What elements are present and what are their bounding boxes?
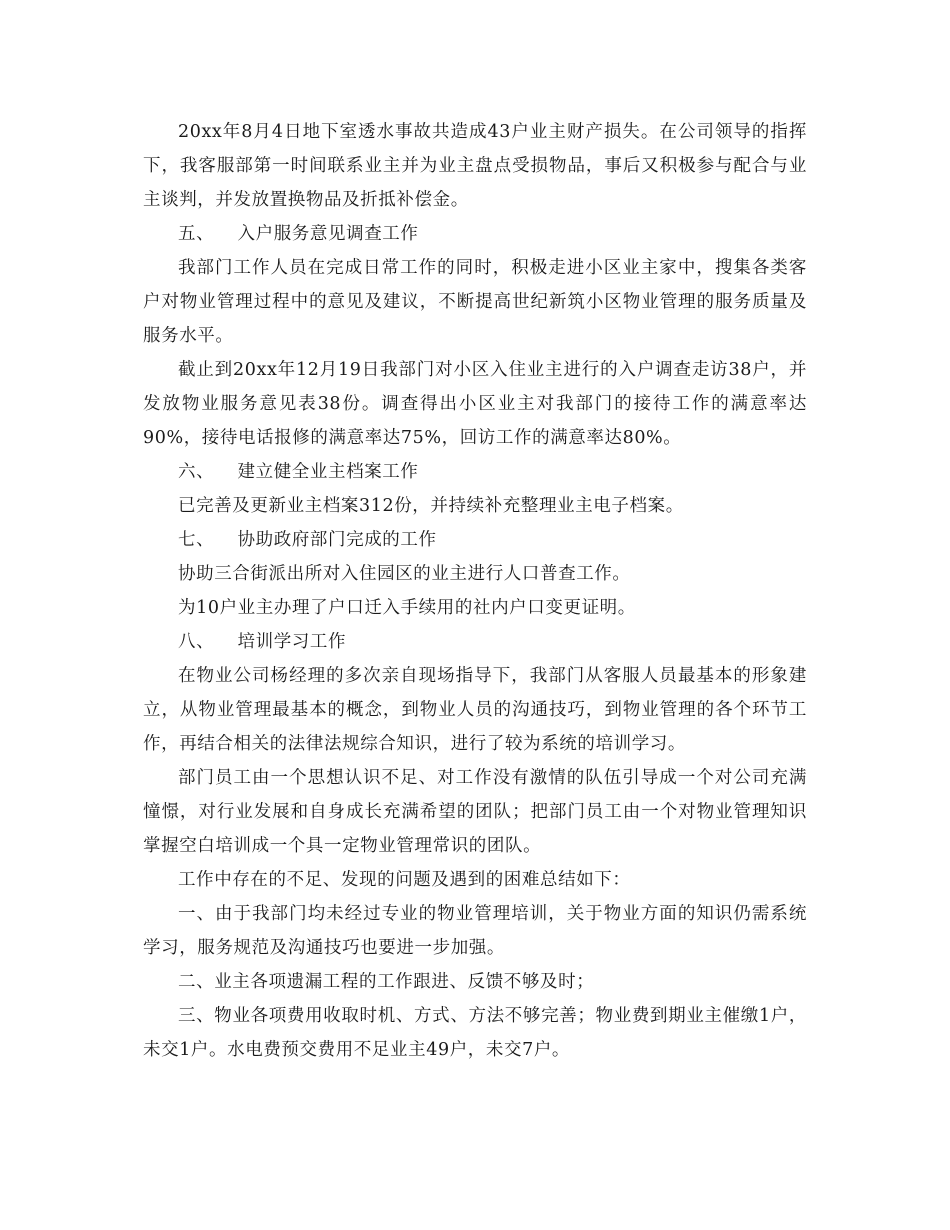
body-paragraph: 一、由于我部门均未经过专业的物业管理培训，关于物业方面的知识仍需系统学习，服务规范及沟通技巧也要进一步加强。 [143, 904, 807, 958]
section-title: 培训学习工作 [237, 632, 347, 652]
body-paragraph: 二、业主各项遗漏工程的工作跟进、反馈不够及时； [178, 972, 595, 992]
section-heading [143, 625, 807, 659]
body-paragraph: 截止到20xx年12月19日我部门对小区入住业主进行的入户调查走访38户，并发放物业服务意见表38份。调查得出小区业主对我部门的接待工作的满意率达90%，接待电话报修的满意率达75%，回访工作的满意率达80%。 [143, 360, 807, 448]
body-paragraph: 在物业公司杨经理的多次亲自现场指导下，我部门从客服人员最基本的形象建立，从物业管理最基本的概念，到物业人员的沟通技巧，到物业管理的各个环节工作，再结合相关的法律法规综合知识，进行了较为系统的培训学习。 [143, 666, 807, 754]
body-paragraph: 为10户业主办理了户口迁入手续用的社内户口变更证明。 [178, 598, 636, 618]
section-title: 协助政府部门完成的工作 [237, 530, 437, 550]
section-title: 建立健全业主档案工作 [237, 462, 419, 482]
section-heading [143, 523, 807, 557]
document-body [143, 115, 807, 1067]
body-paragraph: 协助三合街派出所对入住园区的业主进行人口普查工作。 [178, 564, 631, 584]
section-heading [143, 217, 807, 251]
body-paragraph: 我部门工作人员在完成日常工作的同时，积极走进小区业主家中，搜集各类客户对物业管理过程中的意见及建议，不断提高世纪新筑小区物业管理的服务质量及服务水平。 [143, 258, 807, 346]
section-title: 入户服务意见调查工作 [237, 224, 419, 244]
body-paragraph: 20xx年8月4日地下室透水事故共造成43户业主财产损失。在公司领导的指挥下，我客服部第一时间联系业主并为业主盘点受损物品，事后又积极参与配合与业主谈判，并发放置换物品及折抵补偿金。 [143, 122, 807, 210]
section-number: 八、 [178, 632, 215, 652]
body-paragraph: 部门员工由一个思想认识不足、对工作没有激情的队伍引导成一个对公司充满憧憬，对行业发展和自身成长充满希望的团队；把部门员工由一个对物业管理知识掌握空白培训成一个具一定物业管理常识的团队。 [143, 768, 807, 856]
section-heading [143, 455, 807, 489]
section-number: 五、 [178, 224, 215, 244]
body-paragraph: 三、物业各项费用收取时机、方式、方法不够完善；物业费到期业主催缴1户，未交1户。水电费预交费用不足业主49户，未交7户。 [143, 1006, 807, 1060]
body-paragraph: 已完善及更新业主档案312份，并持续补充整理业主电子档案。 [178, 496, 684, 516]
section-number: 七、 [178, 530, 215, 550]
section-number: 六、 [178, 462, 215, 482]
body-paragraph: 工作中存在的不足、发现的问题及遇到的困难总结如下： [178, 870, 631, 890]
